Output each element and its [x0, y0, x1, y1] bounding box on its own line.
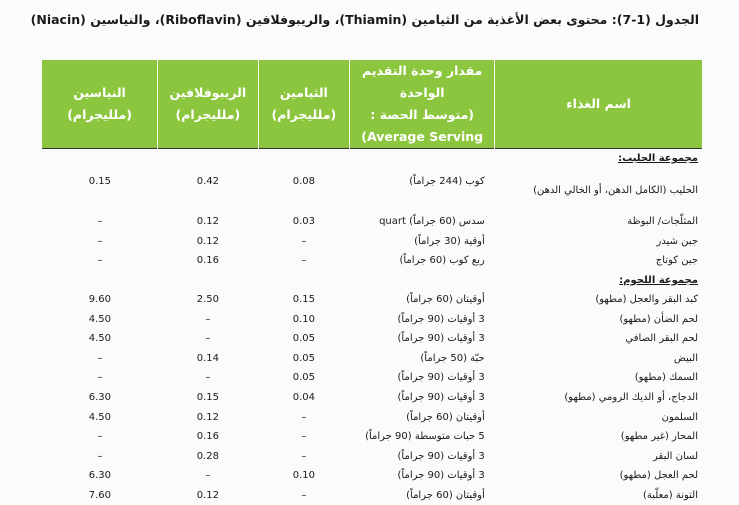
riboflavin-cell: –: [158, 309, 258, 329]
food-cell: البيض: [495, 349, 702, 369]
riboflavin-cell: 0.16: [158, 427, 258, 447]
table-row: [42, 388, 702, 408]
table-row: [42, 407, 702, 427]
table-row: [42, 486, 702, 505]
food-cell: جبن كوتاج: [495, 251, 702, 271]
niacin-cell: –: [42, 212, 158, 232]
thiamin-cell: 0.03: [258, 212, 350, 232]
riboflavin-cell: –: [158, 466, 258, 486]
food-cell: السمك (مطهو): [495, 368, 702, 388]
serving-cell: أوقيتان (60 جراماً): [350, 290, 495, 310]
serving-cell: 3 أوقيات (90 جراماً): [350, 388, 495, 408]
header-thiamin: الثيامين (ملليجرام): [258, 60, 350, 149]
table-row: [42, 232, 702, 252]
thiamin-cell: –: [258, 251, 350, 271]
niacin-cell: –: [42, 251, 158, 271]
table-row: [42, 251, 702, 271]
food-cell: لسان البقر: [495, 447, 702, 467]
thiamin-cell: 0.05: [258, 349, 350, 369]
thiamin-cell: –: [258, 427, 350, 447]
riboflavin-cell: 0.42: [158, 168, 258, 212]
food-cell: السلمون: [495, 407, 702, 427]
table-row: [42, 427, 702, 447]
food-cell: لحم الضأن (مطهو): [495, 309, 702, 329]
riboflavin-cell: 0.12: [158, 486, 258, 505]
serving-cell: 3 أوقيات (90 جراماً): [350, 368, 495, 388]
niacin-cell: –: [42, 349, 158, 369]
serving-cell: حبّة (50 جراماً): [350, 349, 495, 369]
niacin-cell: –: [42, 427, 158, 447]
food-cell: كبد البقر والعجل (مطهو): [495, 290, 702, 310]
food-cell: لحم العجل (مطهو): [495, 466, 702, 486]
serving-cell: 3 أوقيات (90 جراماً): [350, 309, 495, 329]
food-cell: التونة (معلّبة): [495, 486, 702, 505]
thiamin-cell: –: [258, 407, 350, 427]
thiamin-cell: 0.04: [258, 388, 350, 408]
serving-cell: أوقيتان (60 جراماً): [350, 486, 495, 505]
table-row: [42, 290, 702, 310]
table-body: [42, 149, 702, 505]
riboflavin-cell: 0.16: [158, 251, 258, 271]
riboflavin-cell: 0.14: [158, 349, 258, 369]
niacin-cell: 4.50: [42, 329, 158, 349]
riboflavin-cell: 0.15: [158, 388, 258, 408]
group-title: مجموعة الحليب:: [42, 149, 702, 169]
group-title: مجموعة اللحوم:: [42, 271, 702, 290]
group-row: [42, 271, 702, 290]
table-row: [42, 368, 702, 388]
table-row: [42, 447, 702, 467]
serving-cell: كوب (244 جراماً): [350, 168, 495, 212]
riboflavin-cell: –: [158, 329, 258, 349]
thiamin-cell: 0.08: [258, 168, 350, 212]
serving-cell: 5 حبات متوسطة (90 جراماً): [350, 427, 495, 447]
niacin-cell: 6.30: [42, 466, 158, 486]
thiamin-cell: –: [258, 232, 350, 252]
niacin-cell: 4.50: [42, 407, 158, 427]
table-row: [42, 466, 702, 486]
table-caption: الجدول (1-7): محتوى بعض الأغذية من الثيامين (Thiamin)، والريبوفلافين (Riboflavin)، والنياسين (Niacin): [30, 12, 699, 27]
thiamin-cell: –: [258, 486, 350, 505]
header-niacin: النياسين (ملليجرام): [42, 60, 158, 149]
thiamin-cell: 0.10: [258, 466, 350, 486]
food-cell: الدجاج، أو الديك الرومي (مطهو): [495, 388, 702, 408]
niacin-cell: 7.60: [42, 486, 158, 505]
header-riboflavin: الريبوفلافين (ملليجرام): [158, 60, 258, 149]
group-row: [42, 149, 702, 169]
riboflavin-cell: 0.12: [158, 407, 258, 427]
food-cell: الحليب (الكامل الدهن، أو الخالي الدهن): [495, 168, 702, 212]
food-cell: لحم البقر الصافي: [495, 329, 702, 349]
table-row: [42, 168, 702, 212]
riboflavin-cell: 0.28: [158, 447, 258, 467]
thiamin-cell: 0.05: [258, 368, 350, 388]
thiamin-cell: 0.15: [258, 290, 350, 310]
thiamin-cell: –: [258, 447, 350, 467]
table-row: [42, 349, 702, 369]
table-row: [42, 212, 702, 232]
header-row: [42, 60, 702, 149]
serving-cell: 3 أوقيات (90 جراماً): [350, 447, 495, 467]
riboflavin-cell: –: [158, 368, 258, 388]
header-food: اسم الغذاء: [495, 60, 702, 149]
serving-cell: 3 أوقيات (90 جراماً): [350, 466, 495, 486]
niacin-cell: 0.15: [42, 168, 158, 212]
riboflavin-cell: 2.50: [158, 290, 258, 310]
riboflavin-cell: 0.12: [158, 212, 258, 232]
nutrition-table: [42, 60, 702, 505]
niacin-cell: 9.60: [42, 290, 158, 310]
niacin-cell: –: [42, 447, 158, 467]
niacin-cell: 4.50: [42, 309, 158, 329]
table-row: [42, 309, 702, 329]
serving-cell: ربع كوب (60 جراماً): [350, 251, 495, 271]
food-cell: جبن شيدر: [495, 232, 702, 252]
serving-cell: أوقية (30 جراماً): [350, 232, 495, 252]
serving-cell: أوقيتان (60 جراماً): [350, 407, 495, 427]
niacin-cell: –: [42, 368, 158, 388]
header-serving: مقدار وحدة التقديم الواحدة (متوسط الحصة : Average Serving): [350, 60, 495, 149]
thiamin-cell: 0.10: [258, 309, 350, 329]
riboflavin-cell: 0.12: [158, 232, 258, 252]
serving-cell: 3 أوقيات (90 جراماً): [350, 329, 495, 349]
food-cell: المثلّجات/ البوظة: [495, 212, 702, 232]
niacin-cell: –: [42, 232, 158, 252]
food-cell: المحار (غير مطهو): [495, 427, 702, 447]
thiamin-cell: 0.05: [258, 329, 350, 349]
serving-cell: سدس (60 جراماً) quart: [350, 212, 495, 232]
niacin-cell: 6.30: [42, 388, 158, 408]
table-row: [42, 329, 702, 349]
